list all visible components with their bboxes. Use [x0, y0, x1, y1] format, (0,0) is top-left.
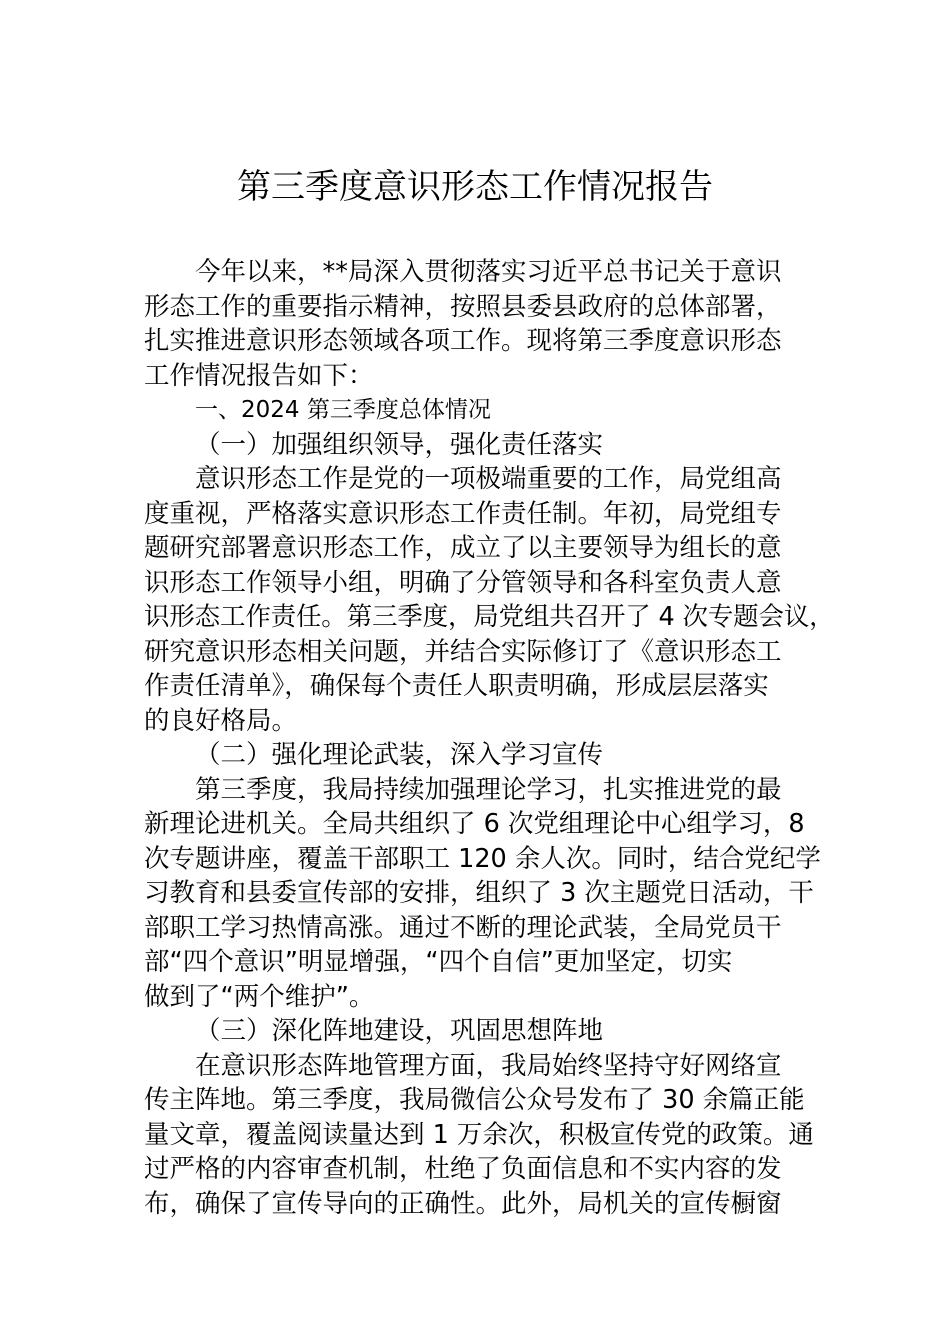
body-line: 识形态工作领导小组，明确了分管领导和各科室负责人意 — [144, 567, 782, 598]
body-line: 过严格的内容审查机制，杜绝了负面信息和不实内容的发 — [144, 1154, 782, 1184]
body-line: 工作情况报告如下： — [144, 360, 374, 391]
body-line: （三）深化阵地建设，巩固思想阵地 — [195, 1016, 604, 1046]
body-line: 识形态工作责任。第三季度，局党组共召开了 4 次专题会议， — [144, 602, 835, 632]
document-title: 第三季度意识形态工作情况报告 — [237, 167, 713, 207]
body-line: 次专题讲座，覆盖干部职工 120 余人次。同时，结合党纪学 — [144, 843, 821, 874]
body-line: 量文章，覆盖阅读量达到 1 万余次，积极宣传党的政策。通 — [144, 1119, 814, 1150]
body-line: 作责任清单》，确保每个责任人职责明确，形成层层落实 — [144, 671, 769, 701]
body-line: 形态工作的重要指示精神，按照县委县政府的总体部署， — [144, 291, 782, 322]
body-line: 意识形态工作是党的一项极端重要的工作，局党组高 — [195, 464, 782, 494]
body-line: 第三季度，我局持续加强理论学习，扎实推进党的最 — [195, 774, 782, 805]
body-line: 在意识形态阵地管理方面，我局始终坚持守好网络宣 — [195, 1050, 782, 1081]
body-line: 题研究部署意识形态工作，成立了以主要领导为组长的意 — [144, 533, 782, 563]
section-heading: 一、2024 第三季度总体情况 — [195, 397, 491, 423]
body-line: 今年以来，**局深入贯彻落实习近平总书记关于意识 — [195, 257, 782, 287]
body-line: 布，确保了宣传导向的正确性。此外，局机关的宣传橱窗 — [144, 1188, 782, 1219]
body-line: 习教育和县委宣传部的安排，组织了 3 次主题党日活动，干 — [144, 878, 814, 908]
body-line: 传主阵地。第三季度，我局微信公众号发布了 30 余篇正能 — [144, 1085, 805, 1115]
body-line: 研究意识形态相关问题，并结合实际修订了《意识形态工 — [144, 636, 782, 667]
body-line: 新理论进机关。全局共组织了 6 次党组理论中心组学习，8 — [144, 809, 805, 839]
body-line: 部“四个意识”明显增强，“四个自信”更加坚定，切实 — [144, 947, 733, 977]
body-line: 的良好格局。 — [144, 705, 298, 736]
body-line: （二）强化理论武装，深入学习宣传 — [195, 740, 604, 770]
body-line: 部职工学习热情高涨。通过不断的理论武装，全局党员干 — [144, 912, 782, 943]
body-line: （一）加强组织领导，强化责任落实 — [195, 429, 604, 460]
document-body — [144, 255, 834, 1221]
body-line: 做到了“两个维护”。 — [144, 981, 375, 1012]
body-line: 度重视，严格落实意识形态工作责任制。年初，局党组专 — [144, 498, 782, 529]
body-line: 扎实推进意识形态领域各项工作。现将第三季度意识形态 — [144, 326, 782, 356]
